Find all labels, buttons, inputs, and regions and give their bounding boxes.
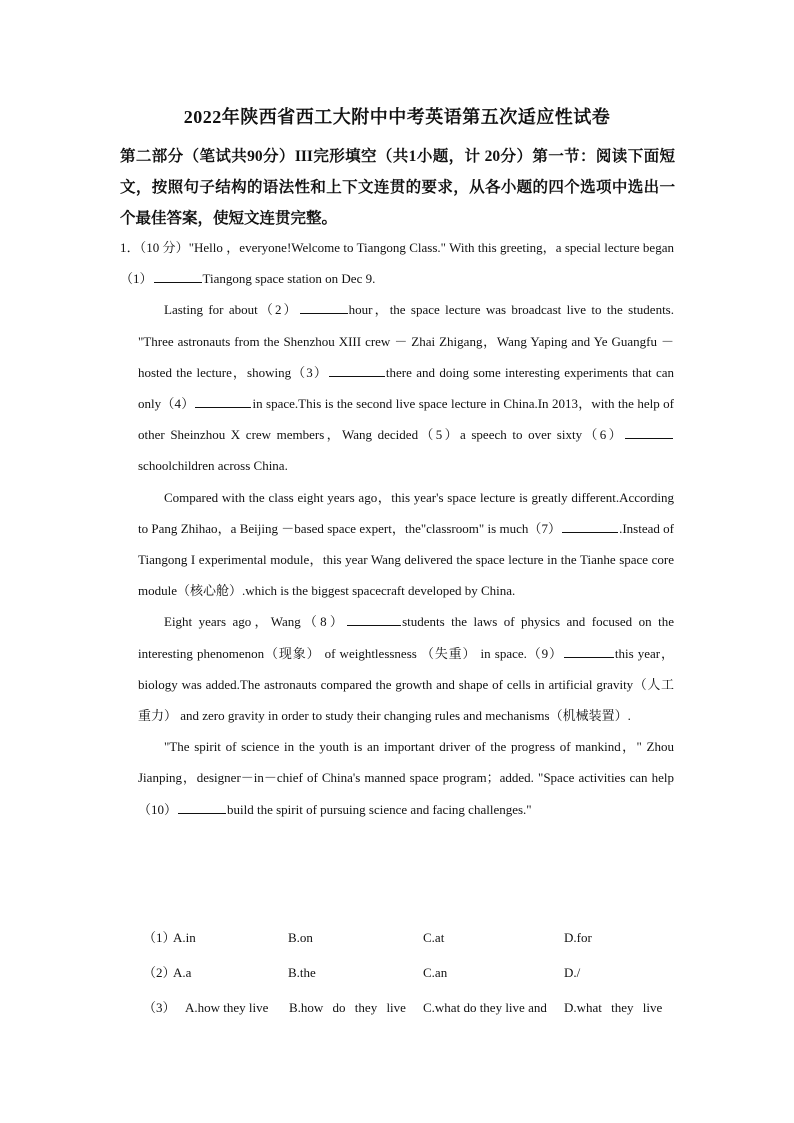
option-b[interactable]: B.how do they live [289, 1000, 406, 1015]
blank-9[interactable] [564, 645, 614, 658]
passage-text: Eight years ago，Wang（8） [164, 614, 347, 630]
passage-text: students the laws of physics and focused on the interesting phenomenon（现象） of weightlessness （失重） in space.（9） [138, 614, 674, 661]
blank-7[interactable] [562, 520, 618, 533]
passage-text: "Hello ，everyone!Welcome to Tiangong Class." With this greeting，a special lecture began（1） [120, 240, 674, 287]
option-d[interactable]: D./ [564, 965, 581, 980]
option-a[interactable]: A.how they live [185, 1000, 269, 1015]
passage-text: "The spirit of science in the youth is an important driver of the progress of mankind，" Zhou Jianping，designer－in－chief of China's manned space program；added. "Space activities can help（10） [138, 739, 674, 817]
passage-text: build the spirit of pursuing science and facing challenges." [227, 801, 532, 817]
blank-10[interactable] [178, 801, 226, 814]
passage-text: there and doing some interesting experiments that can only（4） [138, 364, 675, 412]
blank-6[interactable] [625, 426, 673, 439]
option-c[interactable]: C.at [423, 930, 445, 945]
paragraph-1 [120, 232, 674, 294]
passage-text: in space.This is the second live space lecture in China.In 2013，with the help of other Sheinzhou X crew members，Wang decided（5） [138, 396, 674, 443]
passage-text: Compared with the class eight years ago，this year's space lecture is greatly different.According to Pang Zhihao，a Beijing －based space expert，the"classroom" is much（7） [138, 489, 674, 536]
question-number: 1． [120, 240, 140, 255]
option-d[interactable]: D.for [564, 930, 592, 945]
passage-text: schoolchildren across China. [138, 458, 288, 474]
blank-4[interactable] [195, 395, 251, 408]
exam-title: 2022年陕西省西工大附中中考英语第五次适应性试卷 [183, 107, 611, 127]
blank-3[interactable] [329, 364, 385, 377]
question-score: （10 分） [139, 240, 189, 255]
passage-text: this year，biology was added.The astronauts compared the growth and shape of cells in artificial gravity（人工重力） and zero gravity in order to study their changing rules and mechanisms（机械装置）. [138, 645, 674, 724]
paragraph-4 [138, 606, 674, 731]
option-a[interactable]: A.a [173, 965, 192, 980]
passage-text: a speech to over sixty（6） [460, 427, 624, 443]
option-row-2 [143, 955, 683, 990]
option-number: （3） [143, 1000, 176, 1015]
options-list [143, 920, 683, 1025]
option-row-1 [143, 920, 683, 955]
blank-2[interactable] [300, 301, 348, 314]
option-c[interactable]: C.what do they live and [423, 1000, 547, 1015]
option-row-3 [143, 990, 683, 1025]
blank-1[interactable] [154, 270, 202, 283]
passage-text: hour，the space lecture was broadcast live to the students. "Three astronauts from the Shenzhou XIII crew － Zhai Zhigang，Wang Yaping and Ye Guangfu － hosted the lecture，showing（3） [138, 302, 674, 380]
question-passage [120, 232, 674, 825]
paragraph-2 [138, 294, 674, 481]
passage-text: Lasting for about（2） [164, 302, 299, 318]
paragraph-3 [138, 482, 674, 607]
section-heading: 第二部分（笔试共90分）III完形填空（共1小题，计 20分）第一节：阅读下面短文，按照句子结构的语法性和上下文连贯的要求，从各小题的四个选项中选出一个最佳答案，使短文连贯完整。 [120, 148, 675, 227]
option-c[interactable]: C.an [423, 965, 448, 980]
passage-text: .Instead of Tiangong I experimental module，this year Wang delivered the space lecture in the Tianhe space core module（核心舱）.which is the biggest spacecraft developed by China. [138, 520, 674, 599]
option-b[interactable]: B.the [288, 965, 316, 980]
option-d[interactable]: D.what they live [564, 1000, 663, 1015]
passage-text: Tiangong space station on Dec 9. [202, 271, 376, 287]
option-number: （2） [143, 965, 176, 980]
paragraph-5 [138, 731, 674, 825]
option-b[interactable]: B.on [288, 930, 313, 945]
blank-8[interactable] [347, 613, 401, 626]
option-a[interactable]: A.in [173, 930, 196, 945]
option-number: （1） [143, 930, 176, 945]
